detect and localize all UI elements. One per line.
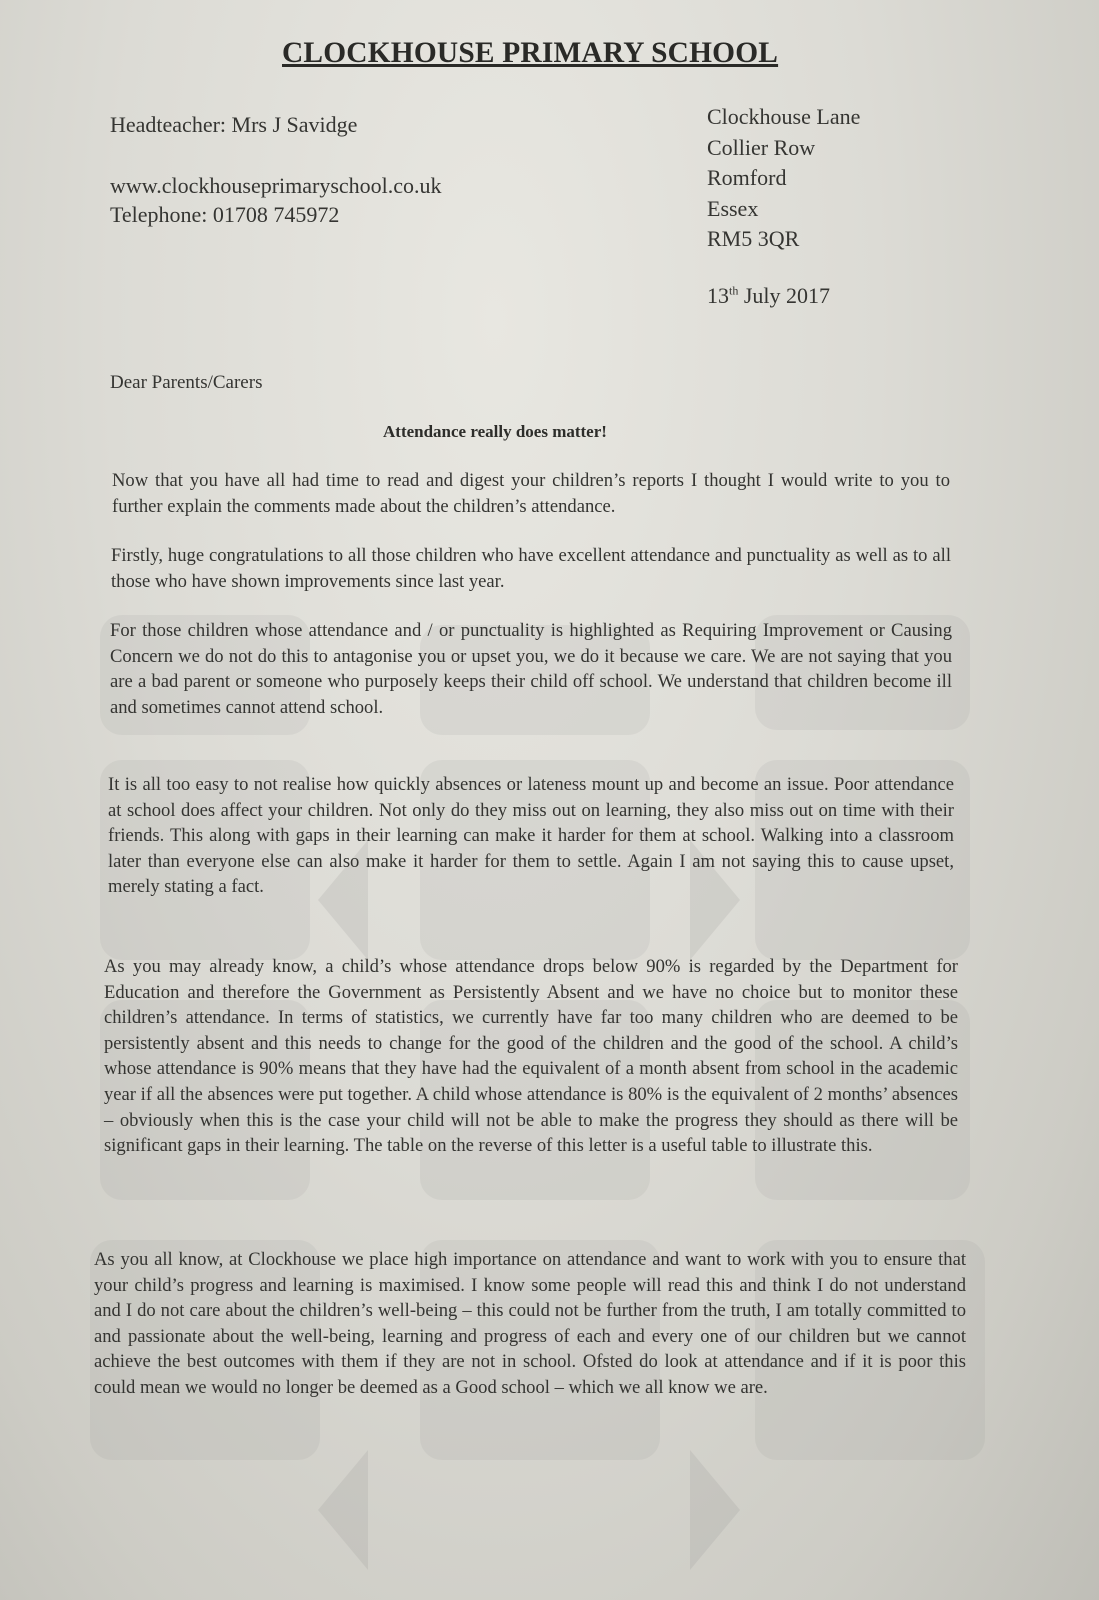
date-suffix: th	[729, 283, 739, 298]
date-month-year: July 2017	[743, 283, 831, 308]
school-address	[707, 102, 860, 255]
letter-date	[707, 283, 830, 309]
letter-subject: Attendance really does matter!	[383, 422, 607, 441]
address-line: Clockhouse Lane	[707, 104, 861, 129]
body-paragraph: As you all know, at Clockhouse we place high importance on attendance and want to work with you to ensure that your child’s progress and learning is maximised. I know some people will read this and think I do not understand and I do not care about the children’s well-being – this could not be further from the truth, I am totally committed to and passionate about the well-being, learning and progress of each and every one of our children but we cannot achieve the best outcomes with them if they are not in school. Ofsted do look at attendance and if it is poor this could mean we would no longer be deemed as a Good school – which we all know we are.	[94, 1249, 966, 1398]
address-line: Essex	[707, 195, 759, 221]
body-paragraph: As you may already know, a child’s whose attendance drops below 90% is regarded by the Department for Education and therefore the Government as Persistently Absent and we have no choice but to monitor these children’s attendance. In terms of statistics, we currently have far too many children who are deemed to be persistently absent and this needs to change for the good of the children and the good of the school. A child’s whose attendance is 90% means that they have had the equivalent of a month absent from school in the academic year if all the absences were put together. A child whose attendance is 80% is the equivalent of 2 months’ absences – obviously when this is the case your child will not be able to make the progress they should as there will be significant gaps in their learning. The table on the reverse of this letter is a useful table to illustrate this.	[104, 956, 958, 1157]
body-paragraph: It is all too easy to not realise how quickly absences or lateness mount up and become an issue. Poor attendance at school does affect your children. Not only do they miss out on learning, they also miss out on time with their friends. This along with gaps in their learning can make it harder for them at school. Walking into a classroom later than everyone else can also make it harder for them to settle. Again I am not saying this to cause upset, merely stating a fact.	[108, 774, 954, 898]
salutation: Dear Parents/Carers	[110, 372, 263, 393]
address-line: Collier Row	[707, 134, 816, 160]
school-telephone: Telephone: 01708 745972	[110, 202, 340, 227]
date-day: 13	[707, 283, 729, 308]
body-paragraph: For those children whose attendance and / or punctuality is highlighted as Requiring Improvement or Causing Concern we do not do this to antagonise you or upset you, we do it because we care. We are not saying that you are a bad parent or someone who purposely keeps their child off school. We understand that children become ill and sometimes cannot attend school.	[110, 620, 952, 718]
address-line: RM5 3QR	[707, 226, 800, 251]
body-paragraph: Now that you have all had time to read and digest your children’s reports I thought I would write to you to further explain the comments made about the children’s attendance.	[112, 470, 950, 517]
body-paragraph: Firstly, huge congratulations to all those children who have excellent attendance and punctuality as well as to all those who have shown improvements since last year.	[111, 545, 951, 592]
school-name-heading: CLOCKHOUSE PRIMARY SCHOOL	[282, 36, 779, 69]
address-line: Romford	[707, 165, 787, 190]
school-website: www.clockhouseprimaryschool.co.uk	[110, 173, 442, 198]
headteacher-name: Headteacher: Mrs J Savidge	[110, 112, 358, 137]
